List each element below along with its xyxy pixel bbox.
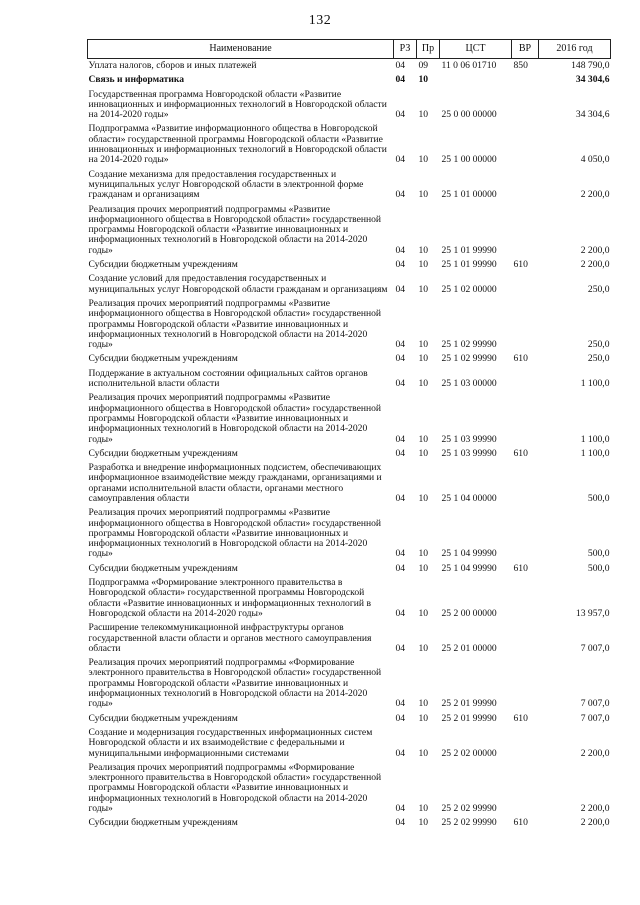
cell-cst: 25 1 01 99990 — [441, 259, 497, 271]
cell-sum: 1 100,0 — [580, 433, 610, 445]
cell-pr: 10 — [418, 378, 429, 390]
cell-pr: 10 — [418, 492, 429, 504]
cell-pr: 10 — [418, 189, 429, 201]
table-row — [88, 122, 611, 167]
cell-cst: 25 1 02 99990 — [441, 339, 497, 351]
cell-sum: 250,0 — [587, 283, 610, 295]
table-row — [88, 761, 611, 816]
cell-sum: 2 200,0 — [580, 817, 610, 829]
table-row — [88, 461, 611, 506]
table-row — [88, 712, 611, 726]
cell-name: Реализация прочих мероприятий подпрограммы «Развитие информационного общества в Новгородской области» государственной программы Новгородской области «Развитие инновационных и информационных технологий в Новгородской области на 2014-2020 годы» — [88, 392, 382, 445]
cell-sum: 2 200,0 — [580, 803, 610, 814]
cell-name: Субсидии бюджетным учреждениям — [88, 447, 238, 459]
cell-vr — [512, 656, 539, 711]
cell-cst: 25 0 00 00000 — [441, 109, 497, 121]
table-body — [88, 59, 611, 831]
cell-name: Реализация прочих мероприятий подпрограммы «Развитие информационного общества в Новгородской области» государственной программы Новгородской области «Развитие инновационных и информационных технологий в Новгородской области на 2014-2020 годы» — [88, 203, 382, 256]
cell-pr: 10 — [418, 607, 429, 619]
cell-cst: 25 1 04 00000 — [441, 492, 497, 504]
cell-rz: 04 — [395, 712, 406, 724]
table-row — [88, 656, 611, 711]
cell-rz: 04 — [395, 747, 406, 759]
cell-rz: 04 — [395, 803, 406, 814]
cell-cst: 25 2 01 99990 — [441, 712, 497, 724]
cell-vr — [512, 122, 539, 167]
cell-pr: 10 — [418, 447, 429, 459]
page-number: 132 — [308, 13, 332, 28]
cell-pr: 10 — [418, 817, 429, 829]
cell-sum: 2 200,0 — [580, 259, 610, 271]
cell-vr — [512, 391, 539, 446]
cell-cst — [440, 73, 512, 87]
cell-vr — [512, 73, 539, 87]
cell-pr: 10 — [418, 747, 429, 759]
cell-rz: 04 — [395, 698, 406, 710]
cell-name: Субсидии бюджетным учреждениям — [88, 562, 238, 574]
cell-name: Реализация прочих мероприятий подпрограммы «Формирование электронного правительства в Новгородской области» государственной программы Новгородской области «Развитие инновационных и информационных технологий в Новгородской области на 2014-2020 годы» — [88, 657, 382, 710]
cell-rz: 04 — [395, 492, 406, 504]
cell-sum: 2 200,0 — [580, 244, 610, 256]
cell-cst: 25 1 04 99990 — [441, 562, 497, 574]
cell-sum: 34 304,6 — [575, 74, 610, 86]
cell-pr: 10 — [418, 74, 429, 86]
cell-rz: 04 — [395, 548, 406, 560]
cell-sum: 34 304,6 — [575, 109, 610, 121]
cell-rz: 04 — [395, 60, 406, 71]
header-sum: 2016 год — [539, 40, 611, 59]
header-pr: Пр — [417, 40, 440, 59]
table-row — [88, 88, 611, 123]
header-cst: ЦСТ — [440, 40, 512, 59]
table-row — [88, 352, 611, 366]
table-row — [88, 73, 611, 87]
cell-rz: 04 — [395, 259, 406, 271]
cell-cst: 25 2 02 00000 — [441, 747, 497, 759]
cell-vr: 610 — [513, 353, 528, 365]
table-row — [88, 297, 611, 352]
table-row — [88, 506, 611, 561]
cell-sum: 500,0 — [587, 562, 610, 574]
cell-sum: 7 007,0 — [580, 642, 610, 654]
cell-name: Реализация прочих мероприятий подпрограммы «Развитие информационного общества в Новгородской области» государственной программы Новгородской области «Развитие инновационных и информационных технологий в Новгородской области на 2014-2020 годы» — [88, 507, 382, 560]
cell-pr: 10 — [418, 339, 429, 351]
cell-name: Реализация прочих мероприятий подпрограммы «Развитие информационного общества в Новгородской области» государственной программы Новгородской области «Развитие инновационных и информационных технологий в Новгородской области на 2014-2020 годы» — [88, 297, 382, 351]
cell-name: Поддержание в актуальном состоянии официальных сайтов органов исполнительной власти области — [88, 367, 368, 390]
cell-vr — [512, 88, 539, 123]
budget-table — [87, 39, 611, 831]
cell-rz: 04 — [395, 562, 406, 574]
cell-pr: 10 — [418, 803, 429, 814]
cell-sum: 4 050,0 — [580, 154, 610, 166]
cell-vr: 610 — [513, 712, 528, 724]
cell-cst: 25 1 04 99990 — [441, 548, 497, 560]
cell-rz: 04 — [395, 447, 406, 459]
table-row — [88, 59, 611, 74]
cell-pr: 10 — [418, 244, 429, 256]
cell-pr: 10 — [418, 259, 429, 271]
header-rz: РЗ — [394, 40, 417, 59]
cell-sum: 500,0 — [587, 492, 610, 504]
cell-cst: 11 0 06 01710 — [441, 60, 497, 71]
cell-name: Подпрограмма «Формирование электронного правительства в Новгородской области» государственной программы Новгородской области «Развитие инновационных и информационных технологий в Новгородской области на 2014-2020 годы» — [88, 577, 371, 619]
cell-rz: 04 — [395, 109, 406, 121]
cell-name: Создание механизма для предоставления государственных и муниципальных услуг Новгородской области в электронной форме гражданам и организациям — [88, 168, 364, 201]
cell-name: Субсидии бюджетным учреждениям — [88, 712, 238, 724]
cell-pr: 09 — [418, 60, 429, 71]
cell-name: Создание и модернизация государственных информационных систем Новгородской области и их взаимодействие с федеральными и муниципальными информационными системами — [88, 726, 373, 759]
cell-vr — [512, 367, 539, 392]
cell-pr: 10 — [418, 562, 429, 574]
cell-vr — [512, 168, 539, 203]
header-vr: ВР — [512, 40, 539, 59]
cell-sum: 13 957,0 — [575, 607, 610, 619]
cell-cst: 25 1 00 00000 — [441, 154, 497, 166]
cell-sum: 2 200,0 — [580, 747, 610, 759]
cell-cst: 25 1 02 99990 — [441, 353, 497, 365]
cell-rz: 04 — [395, 642, 406, 654]
table-row — [88, 367, 611, 392]
cell-name: Расширение телекоммуникационной инфраструктуры органов государственной власти области и органов местного самоуправления области — [88, 622, 372, 654]
cell-vr: 850 — [513, 60, 528, 71]
cell-pr: 10 — [418, 642, 429, 654]
cell-cst: 25 2 01 99990 — [441, 698, 497, 710]
cell-rz: 04 — [395, 378, 406, 390]
cell-vr — [512, 297, 539, 352]
cell-vr — [512, 621, 539, 656]
cell-cst: 25 1 03 99990 — [441, 447, 497, 459]
table-row — [88, 621, 611, 656]
cell-rz: 04 — [395, 353, 406, 365]
cell-name: Связь и информатика — [88, 74, 185, 86]
cell-sum: 1 100,0 — [580, 447, 610, 459]
cell-cst: 25 2 02 99990 — [441, 817, 497, 829]
cell-sum: 148 790,0 — [571, 60, 610, 71]
cell-vr — [512, 461, 539, 506]
table-row — [88, 562, 611, 576]
cell-name: Субсидии бюджетным учреждениям — [88, 353, 238, 365]
cell-pr: 10 — [418, 698, 429, 710]
cell-rz: 04 — [395, 433, 406, 445]
cell-vr — [512, 506, 539, 561]
cell-name: Разработка и внедрение информационных подсистем, обеспечивающих информационное взаимодействие между гражданами, организациями и органами исполнительной власти области, органами местного самоуправления области — [88, 462, 382, 504]
table-row — [88, 816, 611, 830]
cell-cst: 25 2 00 00000 — [441, 607, 497, 619]
table-row — [88, 203, 611, 258]
cell-vr — [512, 272, 539, 297]
cell-vr: 610 — [513, 447, 528, 459]
cell-vr: 610 — [513, 259, 528, 271]
cell-name: Субсидии бюджетным учреждениям — [88, 817, 238, 829]
cell-vr — [512, 726, 539, 761]
table-row — [88, 258, 611, 272]
cell-name: Создание условий для предоставления государственных и муниципальных услуг Новгородской области гражданам и организациям — [88, 273, 388, 295]
cell-rz: 04 — [395, 189, 406, 201]
cell-sum: 7 007,0 — [580, 698, 610, 710]
cell-cst: 25 1 01 99990 — [441, 244, 497, 256]
cell-sum: 500,0 — [587, 548, 610, 560]
cell-name: Субсидии бюджетным учреждениям — [88, 259, 238, 271]
cell-rz: 04 — [395, 339, 406, 351]
cell-rz: 04 — [395, 283, 406, 295]
table-row — [88, 726, 611, 761]
cell-cst: 25 2 01 00000 — [441, 642, 497, 654]
cell-name: Уплата налогов, сборов и иных платежей — [88, 60, 257, 71]
cell-vr: 610 — [513, 562, 528, 574]
cell-vr — [512, 761, 539, 816]
cell-rz: 04 — [395, 817, 406, 829]
cell-sum: 7 007,0 — [580, 712, 610, 724]
table-header-row — [88, 40, 611, 59]
cell-rz: 04 — [395, 607, 406, 619]
cell-rz: 04 — [395, 244, 406, 256]
cell-rz: 04 — [395, 154, 406, 166]
cell-name: Государственная программа Новгородской области «Развитие инновационных и информационных технологий в Новгородской области на 2014-2020 годы» — [88, 88, 387, 121]
cell-sum: 1 100,0 — [580, 378, 610, 390]
cell-cst: 25 1 03 00000 — [441, 378, 497, 390]
cell-cst: 25 1 01 00000 — [441, 189, 497, 201]
cell-sum: 2 200,0 — [580, 189, 610, 201]
cell-cst: 25 1 03 99990 — [441, 433, 497, 445]
cell-pr: 10 — [418, 283, 429, 295]
cell-cst: 25 1 02 00000 — [441, 283, 497, 295]
header-name: Наименование — [88, 40, 394, 59]
table-row — [88, 576, 611, 621]
cell-vr — [512, 203, 539, 258]
table-row — [88, 168, 611, 203]
cell-vr: 610 — [513, 817, 528, 829]
cell-pr: 10 — [418, 154, 429, 166]
table-row — [88, 447, 611, 461]
cell-name: Подпрограмма «Развитие информационного общества в Новгородской области» государственной программы Новгородской области «Развитие инновационных и информационных технологий в Новгородской области на 2014-2020 годы» — [88, 123, 387, 166]
cell-sum: 250,0 — [587, 353, 610, 365]
cell-pr: 10 — [418, 109, 429, 121]
cell-vr — [512, 576, 539, 621]
cell-sum: 250,0 — [587, 339, 610, 351]
table-row — [88, 391, 611, 446]
cell-cst: 25 2 02 99990 — [441, 803, 497, 814]
cell-pr: 10 — [418, 353, 429, 365]
cell-pr: 10 — [418, 548, 429, 560]
cell-rz: 04 — [395, 74, 406, 86]
cell-pr: 10 — [418, 712, 429, 724]
cell-name: Реализация прочих мероприятий подпрограммы «Формирование электронного правительства в Новгородской области» государственной программы Новгородской области «Развитие инновационных и информационных технологий в Новгородской области на 2014-2020 годы» — [88, 761, 382, 814]
table-row — [88, 272, 611, 297]
cell-pr: 10 — [418, 433, 429, 445]
